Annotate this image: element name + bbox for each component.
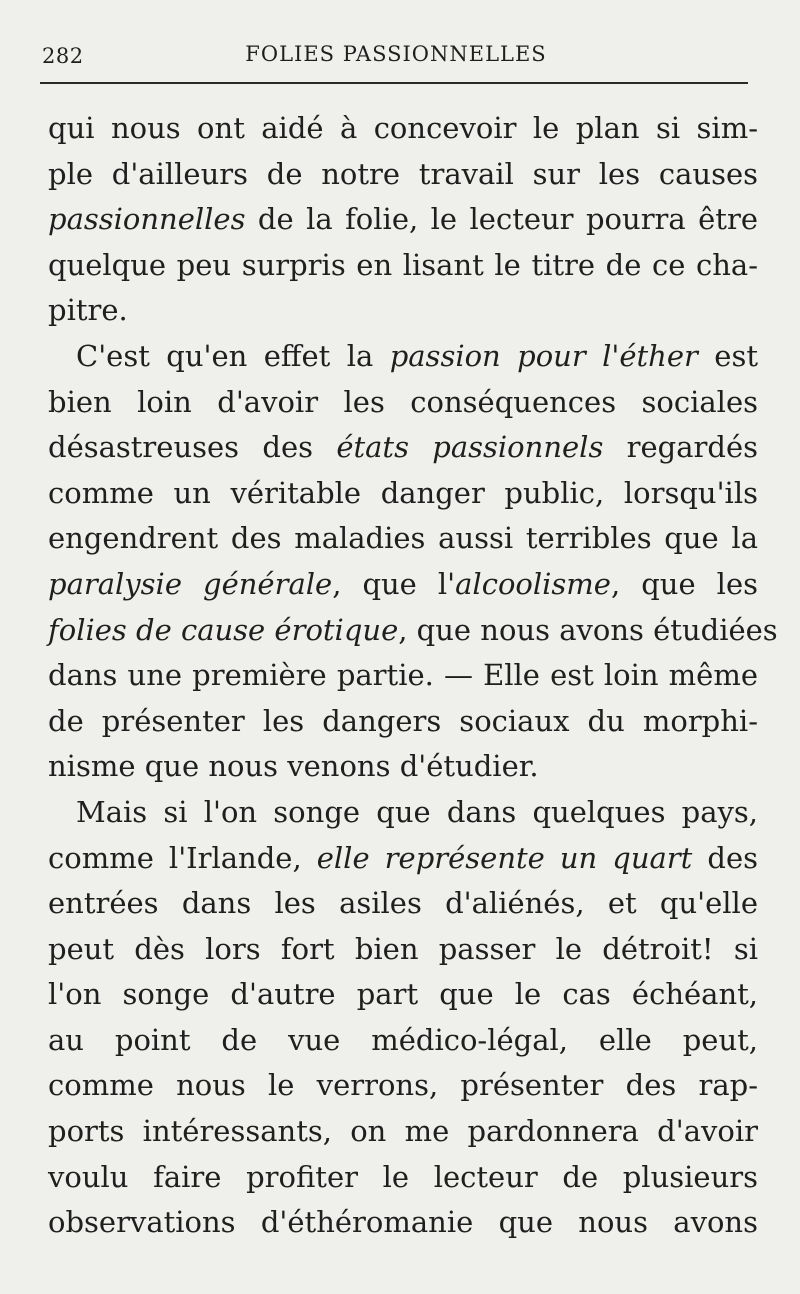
text-line: quelque peu surpris en lisant le titre de ce cha- [48, 247, 758, 282]
text-line: folies de cause érotique, que nous avons étudiées [48, 612, 778, 647]
text-line: qui nous ont aidé à concevoir le plan si sim- [48, 111, 758, 145]
italic-term: alcoolisme [455, 566, 611, 601]
text-line: comme nous le verrons, présenter des rap- [48, 1068, 758, 1103]
italic-term: états passionnels [336, 430, 604, 465]
text-line: nisme que nous venons d'étudier. [48, 749, 539, 784]
text-line: au point de vue médico-légal, elle peut, [48, 1022, 758, 1057]
text-line: voulu faire profiter le lecteur de plusieurs [48, 1159, 758, 1194]
text-line: l'on songe d'autre part que le cas échéant, [48, 977, 758, 1012]
italic-term: passion pour l'éther [389, 338, 698, 373]
text-line: comme un véritable danger public, lorsqu'ils [48, 475, 758, 510]
text-line: comme l'Irlande, elle représente un quart des [48, 840, 758, 875]
body-text [48, 106, 778, 1246]
page-number: 282 [42, 44, 84, 68]
text-line: de présenter les dangers sociaux du morphi- [48, 703, 758, 738]
text-line: peut dès lors fort bien passer le détroit! si [48, 931, 758, 966]
italic-term: passionnelles [48, 202, 246, 237]
text-line: ports intéressants, on me pardonnera d'avoir [48, 1114, 758, 1149]
running-title: FOLIES PASSIONNELLES [245, 42, 547, 66]
running-head [38, 40, 754, 80]
text-line: paralysie générale, que l'alcoolisme, que les [48, 566, 758, 601]
text-line: dans une première partie. — Elle est loin même [48, 658, 758, 693]
italic-term: paralysie générale [48, 566, 333, 601]
text-line: observations d'éthéromanie que nous avons [48, 1205, 758, 1240]
text-line: désastreuses des états passionnels regardés [48, 430, 759, 465]
text-line: bien loin d'avoir les conséquences sociales [48, 384, 758, 419]
text-line: passionnelles de la folie, le lecteur pourra être [48, 202, 758, 237]
text-line: entrées dans les asiles d'aliénés, et qu'elle [48, 886, 758, 921]
text-line: C'est qu'en effet la passion pour l'éther est [76, 338, 758, 373]
italic-term: folies de cause érotique [48, 612, 399, 647]
text-line: pitre. [48, 293, 128, 328]
text-line: ple d'ailleurs de notre travail sur les causes [48, 156, 758, 191]
text-line: engendrent des maladies aussi terribles que la [48, 521, 758, 556]
italic-term: elle représente un quart [316, 840, 693, 875]
header-rule [40, 82, 748, 84]
text-line: Mais si l'on songe que dans quelques pays, [76, 794, 758, 829]
